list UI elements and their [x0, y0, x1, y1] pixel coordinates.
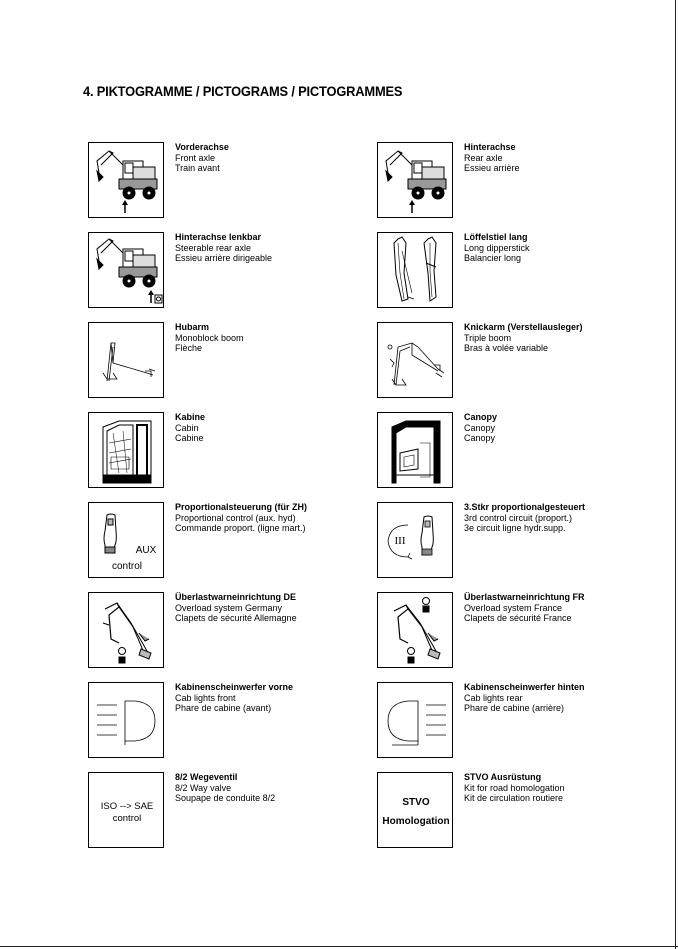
- third-circuit-icon: [377, 502, 453, 578]
- label-de: Canopy: [464, 412, 498, 422]
- monoblock-boom-icon: [88, 322, 164, 398]
- label-en: Cab lights rear: [464, 692, 523, 703]
- label-fr: Cabine: [175, 433, 204, 443]
- label-fr: Canopy: [464, 433, 496, 443]
- label-en: 3rd control circuit (proport.): [464, 512, 573, 523]
- label-fr: Bras à volée variable: [464, 343, 549, 353]
- label-de: Kabine: [175, 412, 206, 422]
- icon-text-control: control: [111, 561, 142, 572]
- overload-germany-icon: [88, 592, 164, 668]
- page-border-right: [675, 0, 676, 949]
- icon-text-control: control: [112, 813, 142, 824]
- label-fr: Essieu arrière dirigeable: [175, 253, 273, 263]
- label-fr: Soupape de conduite 8/2: [175, 793, 276, 803]
- label-fr: Phare de cabine (avant): [175, 703, 272, 713]
- icon-text-stvo: STVO: [402, 797, 430, 808]
- label-fr: 3e circuit ligne hydr.supp.: [464, 523, 566, 533]
- page-border-bottom: [0, 946, 678, 947]
- label-en: Rear axle: [464, 152, 503, 163]
- label-fr: Kit de circulation routiere: [464, 793, 564, 803]
- label-de: Proportionalsteuerung (für ZH): [175, 502, 307, 512]
- label-fr: Clapets de sécurité France: [464, 613, 572, 623]
- label-fr: Essieu arrière: [464, 163, 520, 173]
- icon-text-iso-sae: ISO --> SAE: [100, 801, 154, 812]
- label-en: Canopy: [464, 422, 496, 433]
- label-fr: Flèche: [175, 343, 203, 353]
- triple-boom-icon: [377, 322, 453, 398]
- label-de: Überlastwarneinrichtung FR: [464, 592, 585, 602]
- icon-text-homologation: Homologation: [382, 816, 450, 827]
- cab-light-rear-icon: [377, 682, 453, 758]
- label-de: STVO Ausrüstung: [464, 772, 542, 782]
- long-dipperstick-icon: [377, 232, 453, 308]
- label-en: Overload system Germany: [175, 602, 283, 613]
- page-title: 4. PIKTOGRAMME / PICTOGRAMS / PICTOGRAMMES: [83, 83, 403, 99]
- label-en: 8/2 Way valve: [175, 782, 232, 793]
- label-en: Overload system France: [464, 602, 563, 613]
- icon-text-iii: III: [394, 535, 406, 547]
- label-fr: Phare de cabine (arrière): [464, 703, 565, 713]
- label-de: Löffelstiel lang: [464, 232, 528, 242]
- label-en: Long dipperstick: [464, 242, 530, 253]
- label-de: Vorderachse: [175, 142, 229, 152]
- label-fr: Clapets de sécurité Allemagne: [175, 613, 297, 623]
- label-de: 8/2 Wegeventil: [175, 772, 238, 782]
- joystick-aux-icon: [88, 502, 164, 578]
- cab-light-front-icon: [88, 682, 164, 758]
- label-de: Hinterachse: [464, 142, 516, 152]
- excavator-steerable-rear-axle-icon: [88, 232, 164, 308]
- canopy-icon: [377, 412, 453, 488]
- excavator-rear-axle-icon: [377, 142, 453, 218]
- label-de: Hubarm: [175, 322, 210, 332]
- label-en: Triple boom: [464, 332, 512, 343]
- label-en: Front axle: [175, 152, 216, 163]
- label-en: Cabin: [175, 422, 199, 433]
- label-de: Kabinenscheinwerfer hinten: [464, 682, 585, 692]
- label-fr: Train avant: [175, 163, 220, 173]
- excavator-front-axle-icon: [88, 142, 164, 218]
- label-en: Proportional control (aux. hyd): [175, 512, 296, 523]
- cabin-icon: [88, 412, 164, 488]
- stvo-icon: [377, 772, 453, 848]
- overload-france-icon: [377, 592, 453, 668]
- label-de: Knickarm (Verstellausleger): [464, 322, 583, 332]
- label-de: 3.Stkr proportionalgesteuert: [464, 502, 586, 512]
- label-fr: Commande proport. (ligne mart.): [175, 523, 306, 533]
- iso-sae-icon: [88, 772, 164, 848]
- icon-text-aux: AUX: [135, 545, 157, 556]
- label-en: Steerable rear axle: [175, 242, 252, 253]
- label-en: Cab lights front: [175, 692, 236, 703]
- label-en: Kit for road homologation: [464, 782, 565, 793]
- label-de: Hinterachse lenkbar: [175, 232, 262, 242]
- label-de: Kabinenscheinwerfer vorne: [175, 682, 294, 692]
- label-en: Monoblock boom: [175, 332, 244, 343]
- label-fr: Balancier long: [464, 253, 522, 263]
- label-de: Überlastwarneinrichtung DE: [175, 592, 297, 602]
